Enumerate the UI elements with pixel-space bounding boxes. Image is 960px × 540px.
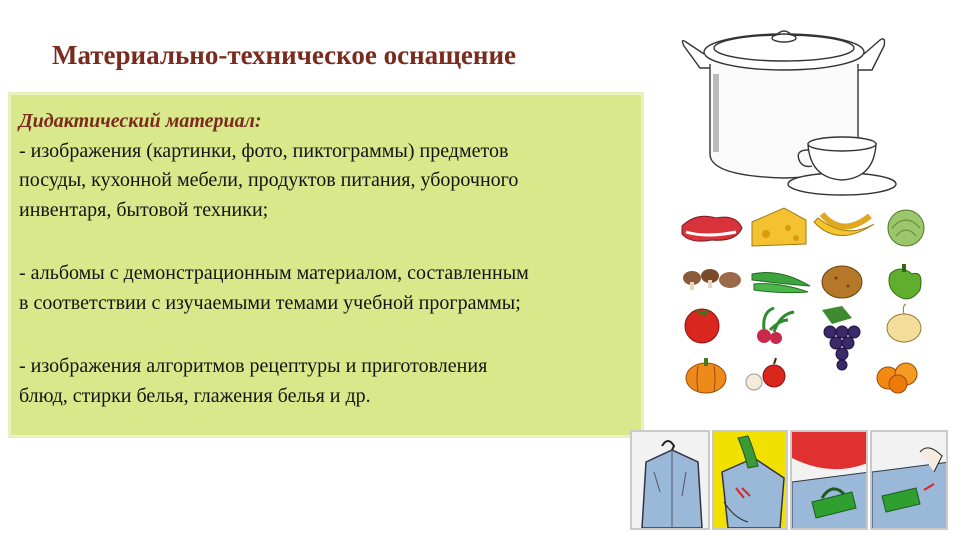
- hanger-shirt-icon: [632, 432, 710, 530]
- pot-and-cup-image: [676, 14, 902, 200]
- apples-icon: [740, 352, 812, 398]
- onion-icon: [876, 302, 948, 348]
- panel-subheading: Дидактический материал:: [19, 110, 262, 132]
- grapes-icon: [808, 302, 880, 372]
- ironing-icon: [792, 432, 868, 530]
- text-line: посуды, кухонной мебели, продуктов питания, уборочного: [19, 169, 519, 191]
- banana-icon: [808, 204, 880, 250]
- text-line: - изображения (картинки, фото, пиктограммы) предметов: [19, 139, 509, 162]
- text-line: - альбомы с демонстрационным материалом, составленным: [19, 262, 529, 284]
- potato-icon: [812, 258, 884, 304]
- mushrooms-icon: [676, 258, 748, 304]
- cabbage-icon: [876, 204, 948, 250]
- pumpkin-icon: [676, 352, 748, 398]
- cheese-icon: [744, 204, 816, 250]
- text-line: в соответствии с изучаемыми темами учебной программы;: [19, 291, 521, 314]
- tomato-icon: [676, 302, 748, 348]
- text-line: блюд, стирки белья, глажения белья и др.: [19, 384, 371, 407]
- radish-icon: [744, 302, 816, 348]
- pepper-icon: [876, 258, 948, 304]
- ironing-step-1: [630, 430, 710, 530]
- fold-shirt-icon: [714, 432, 788, 530]
- meat-icon: [676, 204, 748, 250]
- peas-icon: [744, 258, 816, 304]
- slide-title: Материально-техническое оснащение: [52, 40, 517, 70]
- iron-sleeve-icon: [872, 432, 948, 530]
- ironing-step-2: [712, 430, 788, 530]
- oranges-icon: [872, 352, 944, 398]
- ironing-step-3: [790, 430, 868, 530]
- text-line: инвентаря, бытовой техники;: [19, 198, 269, 221]
- didactic-material-panel: [8, 92, 644, 438]
- ironing-step-4: [870, 430, 948, 530]
- text-line: - изображения алгоритмов рецептуры и приготовления: [19, 355, 488, 377]
